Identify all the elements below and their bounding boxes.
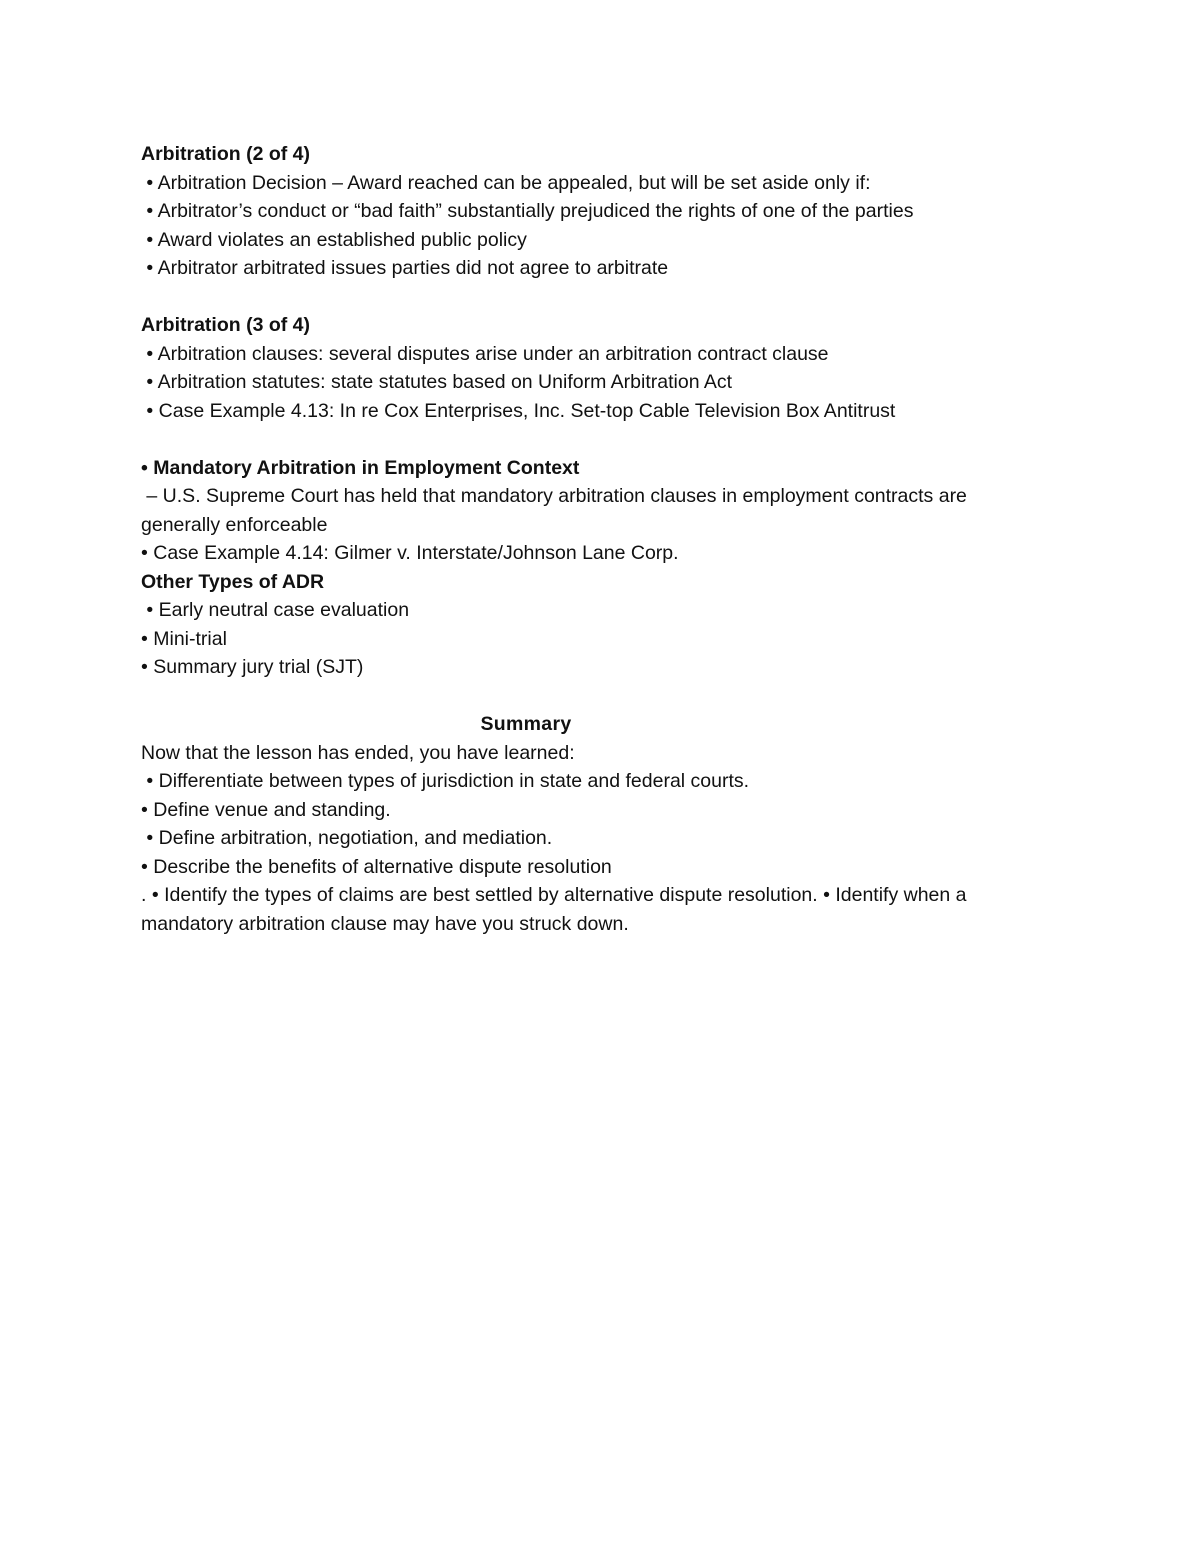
bullet-line: • Summary jury trial (SJT)	[141, 656, 364, 678]
summary-intro: Now that the lesson has ended, you have learned:	[141, 741, 575, 764]
bullet-line: • Arbitrator’s conduct or “bad faith” substantially prejudiced the rights of one of the parties	[141, 200, 914, 222]
section-heading-mandatory-arbitration: • Mandatory Arbitration in Employment Context	[141, 456, 580, 479]
document-page	[141, 140, 1071, 938]
bullet-line: • Arbitration statutes: state statutes based on Uniform Arbitration Act	[141, 371, 733, 393]
bullet-line: • Early neutral case evaluation	[141, 599, 410, 621]
body-line: generally enforceable	[141, 513, 328, 536]
bullet-line: • Arbitrator arbitrated issues parties did not agree to arbitrate	[141, 257, 669, 279]
bullet-line: • Differentiate between types of jurisdiction in state and federal courts.	[141, 770, 750, 792]
spacer	[141, 425, 1071, 454]
body-line: – U.S. Supreme Court has held that mandatory arbitration clauses in employment contracts are	[141, 485, 967, 507]
spacer	[141, 682, 1071, 711]
bullet-line: • Case Example 4.13: In re Cox Enterprises, Inc. Set-top Cable Television Box Antitrust	[141, 399, 896, 422]
body-line: mandatory arbitration clause may have you struck down.	[141, 912, 629, 935]
bullet-line: • Case Example 4.14: Gilmer v. Interstate/Johnson Lane Corp.	[141, 542, 679, 564]
section-heading-arbitration-3: Arbitration (3 of 4)	[141, 314, 310, 336]
bullet-line: • Award violates an established public policy	[141, 228, 527, 251]
bullet-line: • Arbitration clauses: several disputes arise under an arbitration contract clause	[141, 342, 829, 365]
bullet-line: • Arbitration Decision – Award reached can be appealed, but will be set aside only if:	[141, 171, 871, 194]
spacer	[141, 283, 1071, 312]
bullet-line: • Define venue and standing.	[141, 798, 391, 821]
bullet-line: . • Identify the types of claims are best settled by alternative dispute resolution. • Identify when a	[141, 884, 967, 906]
bullet-line: • Describe the benefits of alternative dispute resolution	[141, 855, 612, 878]
bullet-line: • Mini-trial	[141, 627, 227, 650]
section-heading-other-adr: Other Types of ADR	[141, 570, 325, 593]
summary-heading: Summary	[480, 713, 572, 735]
section-heading-arbitration-2: Arbitration (2 of 4)	[141, 143, 310, 165]
bullet-line: • Define arbitration, negotiation, and mediation.	[141, 827, 553, 849]
